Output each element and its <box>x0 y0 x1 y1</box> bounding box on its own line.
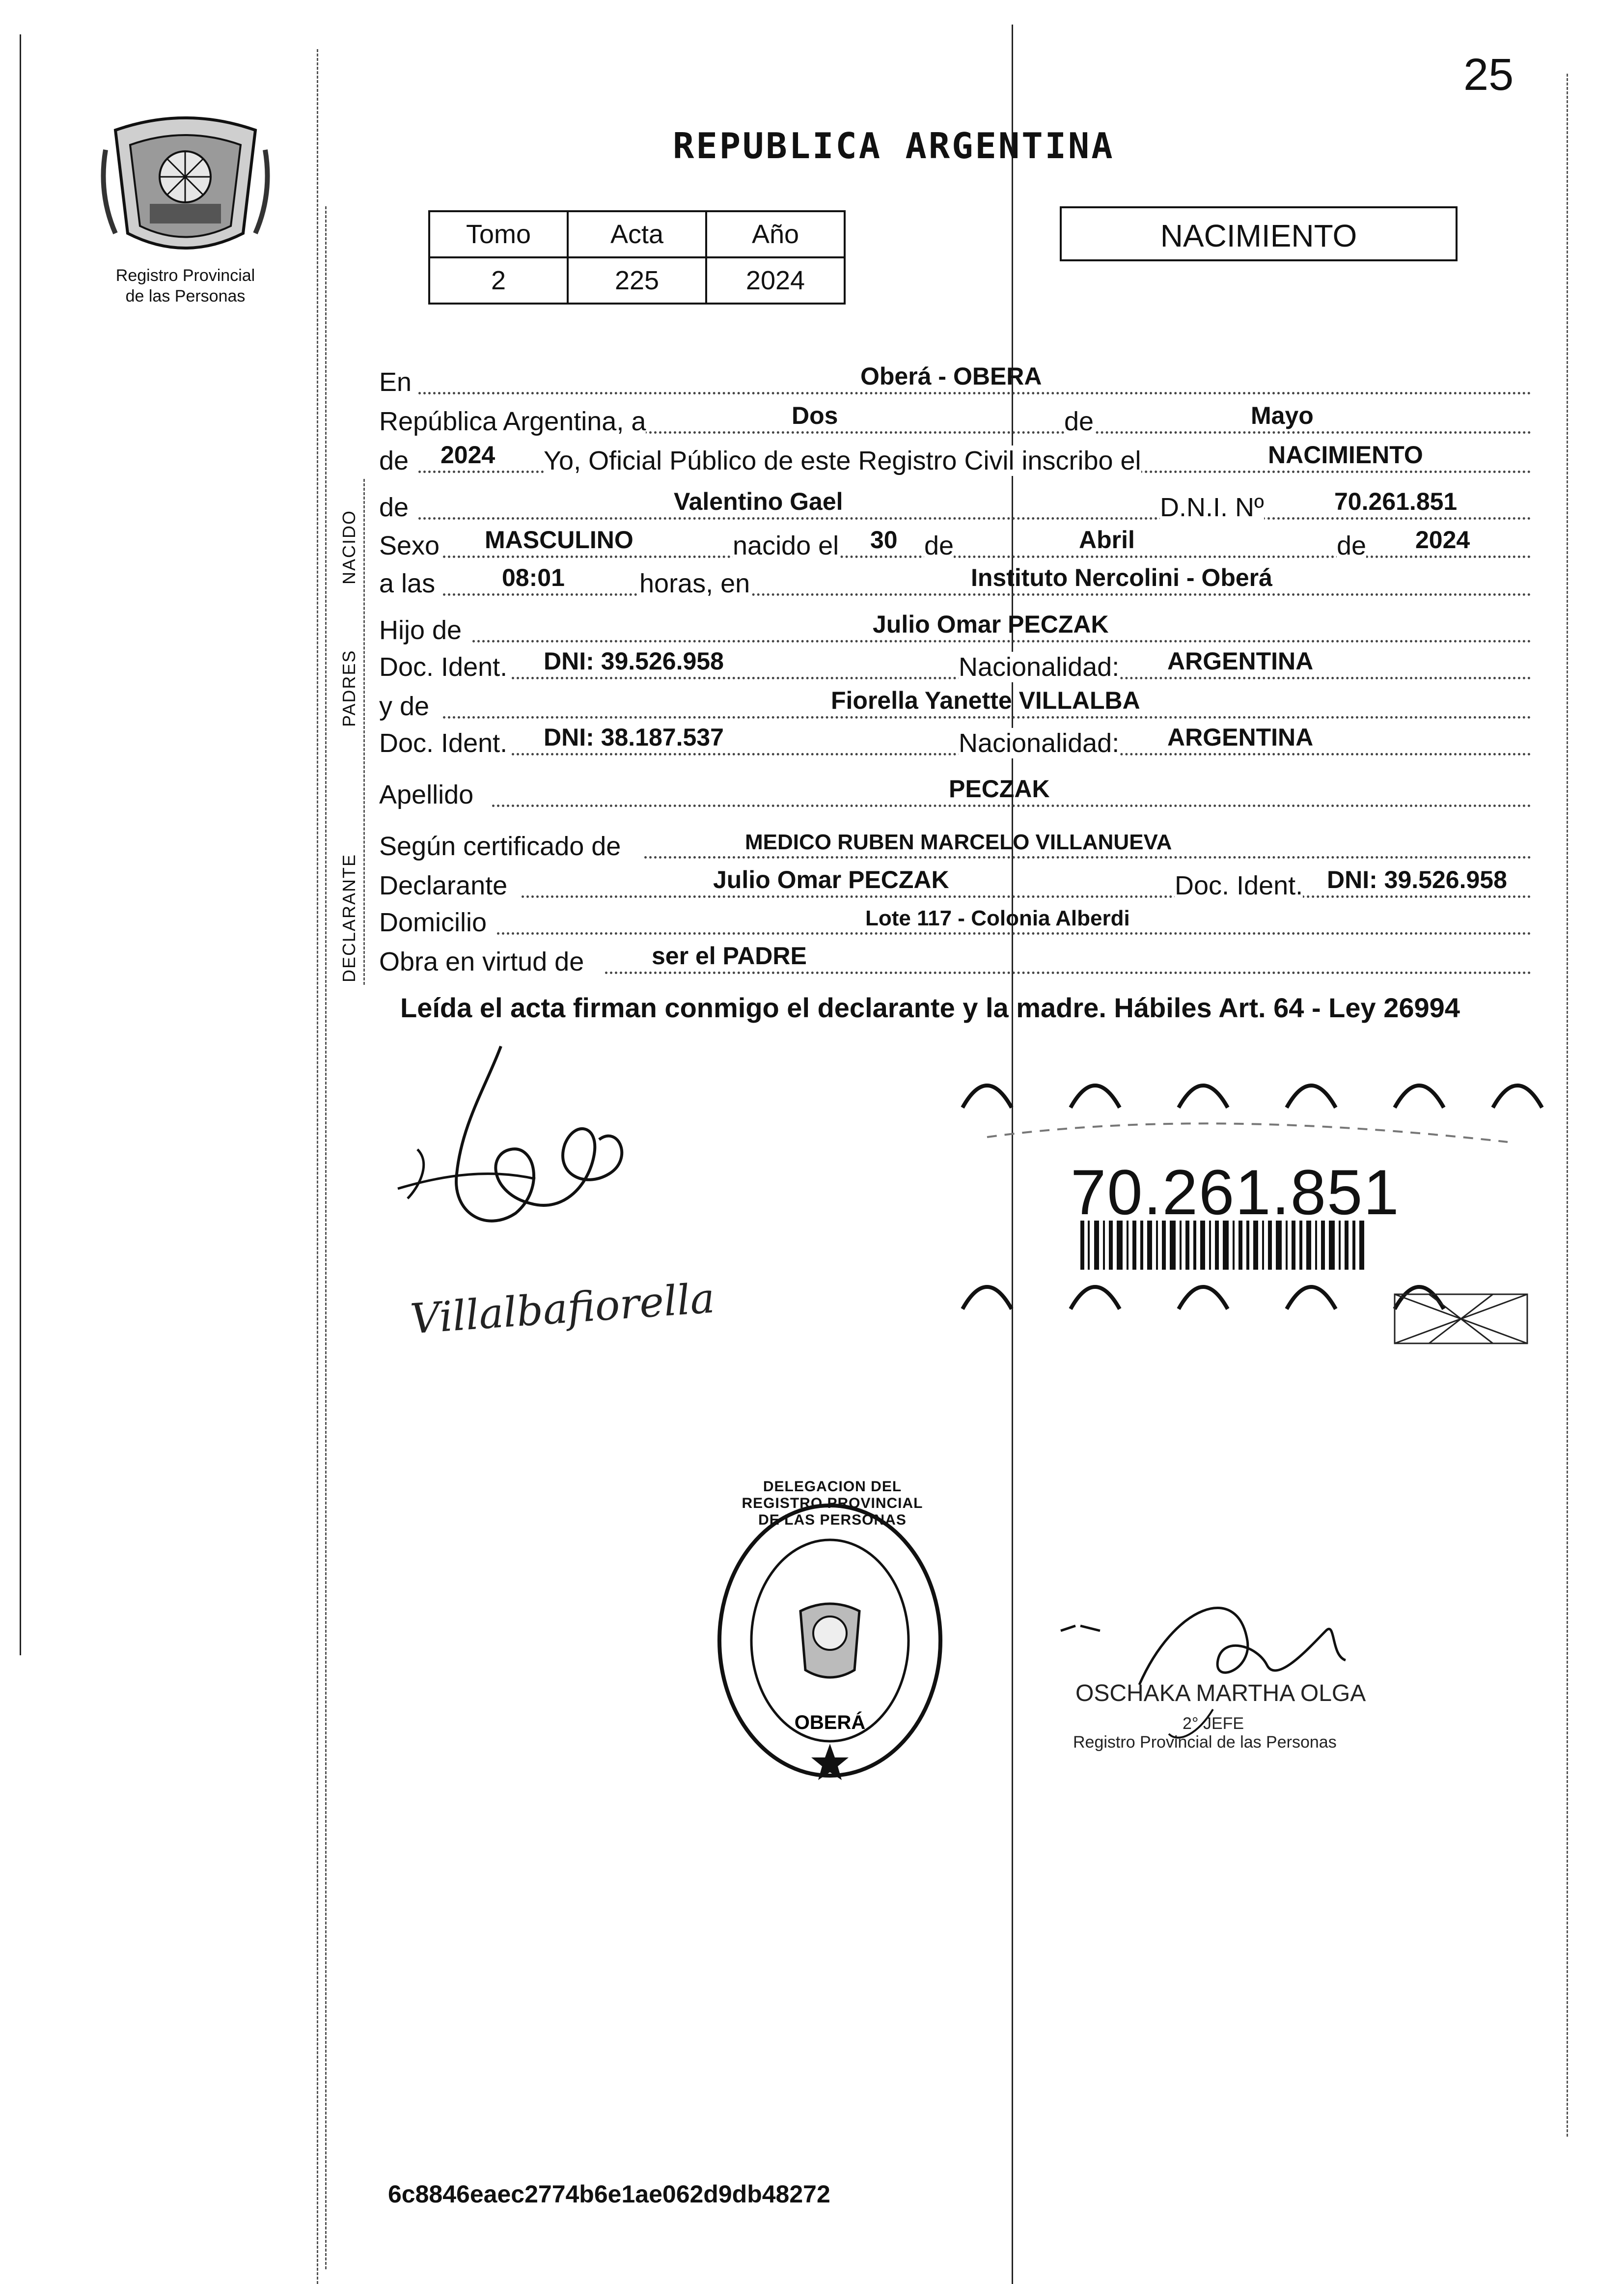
dni-stamp-number: 70.261.851 <box>1071 1156 1400 1228</box>
label-doc-ident-padre: Doc. Ident. <box>379 652 508 682</box>
binding-line-2 <box>325 206 327 2269</box>
row-certificado <box>379 830 1531 864</box>
row-fecha <box>379 402 1531 440</box>
value-dni: 70.261.851 <box>1334 488 1458 515</box>
official-position: 2° JEFE <box>1183 1714 1244 1733</box>
label-doc-ident-madre: Doc. Ident. <box>379 728 508 758</box>
table-row <box>429 257 845 304</box>
official-office: Registro Provincial de las Personas <box>1073 1733 1337 1752</box>
label-de-birth-month: de <box>924 531 954 560</box>
row-en-virtud <box>379 942 1531 980</box>
value-padre-nacionalidad: ARGENTINA <box>1167 647 1314 675</box>
value-anio: 2024 <box>440 441 495 469</box>
label-sexo: Sexo <box>379 531 440 560</box>
value-lugar-nac: Instituto Nercolini - Oberá <box>971 564 1272 591</box>
value-lugar: Oberá - OBERA <box>860 362 1042 390</box>
row-nombre <box>379 488 1531 526</box>
label-de-mes: de <box>1064 407 1094 436</box>
label-declarante: Declarante <box>379 871 508 900</box>
row-padre <box>379 611 1531 648</box>
province-emblem-icon <box>96 111 275 258</box>
logo-caption-line2: de las Personas <box>125 287 246 306</box>
delegation-seal <box>712 1498 948 1783</box>
label-de-birth-year: de <box>1337 531 1367 560</box>
section-divider <box>363 479 365 985</box>
label-segun-certificado: Según certificado de <box>379 832 621 861</box>
registry-logo <box>96 111 275 306</box>
label-de-year: de <box>379 446 409 475</box>
row-madre <box>379 687 1531 724</box>
row-declarante <box>379 866 1531 904</box>
value-domicilio: Lote 117 - Colonia Alberdi <box>865 906 1130 930</box>
label-nacionalidad-padre: Nacionalidad: <box>959 652 1120 682</box>
value-padre: Julio Omar PECZAK <box>873 611 1109 638</box>
value-madre-nacionalidad: ARGENTINA <box>1167 724 1314 751</box>
value-padre-doc: DNI: 39.526.958 <box>544 647 724 675</box>
document-title: REPUBLICA ARGENTINA <box>673 125 1115 167</box>
label-dni: D.N.I. Nº <box>1160 493 1264 522</box>
value-apellido: PECZAK <box>949 775 1050 803</box>
seal-ring-text: DELEGACION DEL REGISTRO PROVINCIAL DE LAS PERSONAS <box>742 1478 923 1528</box>
value-acto: NACIMIENTO <box>1268 441 1423 469</box>
section-label-nacido: NACIDO <box>339 509 359 585</box>
right-margin-line <box>1567 74 1568 2137</box>
seal-icon <box>712 1498 948 1783</box>
label-a-las: a las <box>379 569 436 598</box>
label-yo-oficial: Yo, Oficial Público de este Registro Civil inscribo el <box>544 446 1141 475</box>
label-declarante-doc: Doc. Ident. <box>1175 871 1303 900</box>
value-anio-nac: 2024 <box>1415 526 1470 554</box>
value-dia: Dos <box>792 402 838 429</box>
value-declarante-doc: DNI: 39.526.958 <box>1327 866 1507 893</box>
label-obra-en-virtud: Obra en virtud de <box>379 947 584 976</box>
label-hijo-de: Hijo de <box>379 615 462 645</box>
section-label-declarante: DECLARANTE <box>339 853 359 982</box>
seal-city: OBERÁ <box>794 1712 866 1733</box>
value-certificado: MEDICO RUBEN MARCELO VILLANUEVA <box>745 830 1172 854</box>
declarant-signature-icon <box>388 1027 643 1262</box>
row-padre-doc <box>379 647 1531 685</box>
table-row <box>429 211 845 257</box>
row-domicilio <box>379 906 1531 941</box>
label-nacido-el: nacido el <box>733 531 839 560</box>
section-label-padres: PADRES <box>339 649 359 727</box>
value-en-virtud: ser el PADRE <box>652 942 807 970</box>
value-nombre: Valentino Gael <box>674 488 843 515</box>
row-apellido <box>379 775 1531 813</box>
mother-signature: Villalbafiorella <box>409 1274 716 1343</box>
value-sexo: MASCULINO <box>485 526 633 554</box>
value-mes-nac: Abril <box>1079 526 1135 554</box>
value-tomo: 2 <box>429 257 568 304</box>
row-sexo <box>379 526 1531 564</box>
left-margin-rule <box>20 34 21 1655</box>
value-madre: Fiorella Yanette VILLALBA <box>831 687 1140 714</box>
value-dia-nac: 30 <box>870 526 898 554</box>
binding-line-1 <box>317 49 318 2284</box>
closing-statement: Leída el acta firman conmigo el declarante y la madre. Hábiles Art. 64 - Ley 26994 <box>400 992 1460 1023</box>
value-madre-doc: DNI: 38.187.537 <box>544 724 724 751</box>
value-anio: 2024 <box>706 257 845 304</box>
row-hora <box>379 564 1531 602</box>
value-acta: 225 <box>568 257 706 304</box>
value-mes: Mayo <box>1251 402 1314 429</box>
value-declarante: Julio Omar PECZAK <box>713 866 949 893</box>
row-lugar <box>379 362 1531 400</box>
logo-caption-line1: Registro Provincial <box>115 266 255 285</box>
label-y-de: y de <box>379 692 430 721</box>
label-domicilio: Domicilio <box>379 908 487 937</box>
label-horas-en: horas, en <box>639 569 750 598</box>
label-de-name: de <box>379 493 409 522</box>
acta-reference-table <box>428 210 846 305</box>
row-madre-doc <box>379 724 1531 761</box>
header-anio: Año <box>706 211 845 257</box>
label-apellido: Apellido <box>379 780 474 809</box>
page-number: 25 <box>1463 50 1514 100</box>
header-tomo: Tomo <box>429 211 568 257</box>
value-hora: 08:01 <box>502 564 565 591</box>
official-name: OSCHAKA MARTHA OLGA <box>1075 1680 1366 1706</box>
label-republica: República Argentina, a <box>379 407 646 436</box>
label-nacionalidad-madre: Nacionalidad: <box>959 728 1120 758</box>
document-hash: 6c8846eaec2774b6e1ae062d9db48272 <box>388 2180 830 2208</box>
header-acta: Acta <box>568 211 706 257</box>
act-type-box: NACIMIENTO <box>1060 206 1458 261</box>
label-en: En <box>379 367 412 397</box>
row-acto <box>379 441 1531 479</box>
